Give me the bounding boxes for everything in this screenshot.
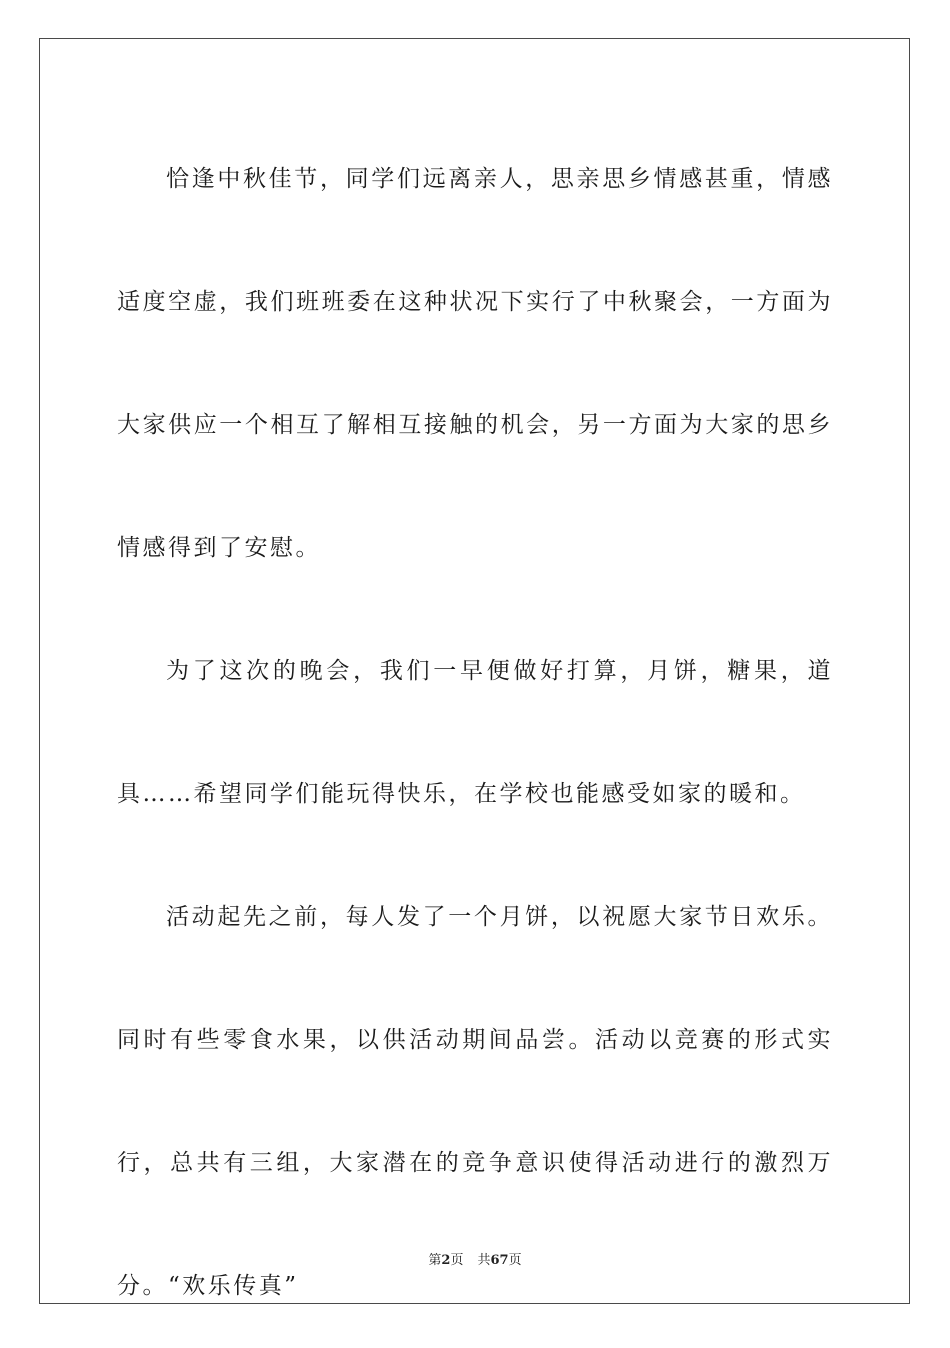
paragraph-2: 为了这次的晚会，我们一早便做好打算，月饼，糖果，道具……希望同学们能玩得快乐，在学校也能感受如家的暖和。: [117, 658, 833, 807]
footer-total-suffix: 页: [508, 1253, 522, 1268]
footer-page-number: 2: [441, 1253, 451, 1268]
paragraph-3: 活动起先之前，每人发了一个月饼，以祝愿大家节日欢乐。同时有些零食水果，以供活动期间品尝。活动以竞赛的形式实行，总共有三组，大家潜在的竞争意识使得活动进行的激烈万分。“欢乐传真”: [117, 904, 833, 1299]
footer-total-pages: 67: [490, 1253, 509, 1268]
footer-page-prefix: 第: [428, 1253, 442, 1268]
document-body: [117, 118, 833, 1348]
footer-total-prefix: 共: [477, 1253, 491, 1268]
paragraph-1: 恰逢中秋佳节，同学们远离亲人，思亲思乡情感甚重，情感适度空虚，我们班班委在这种状况下实行了中秋聚会，一方面为大家供应一个相互了解相互接触的机会，另一方面为大家的思乡情感得到了安慰。: [117, 166, 833, 561]
footer-page-suffix: 页: [450, 1253, 464, 1268]
page-footer: [0, 1249, 950, 1268]
